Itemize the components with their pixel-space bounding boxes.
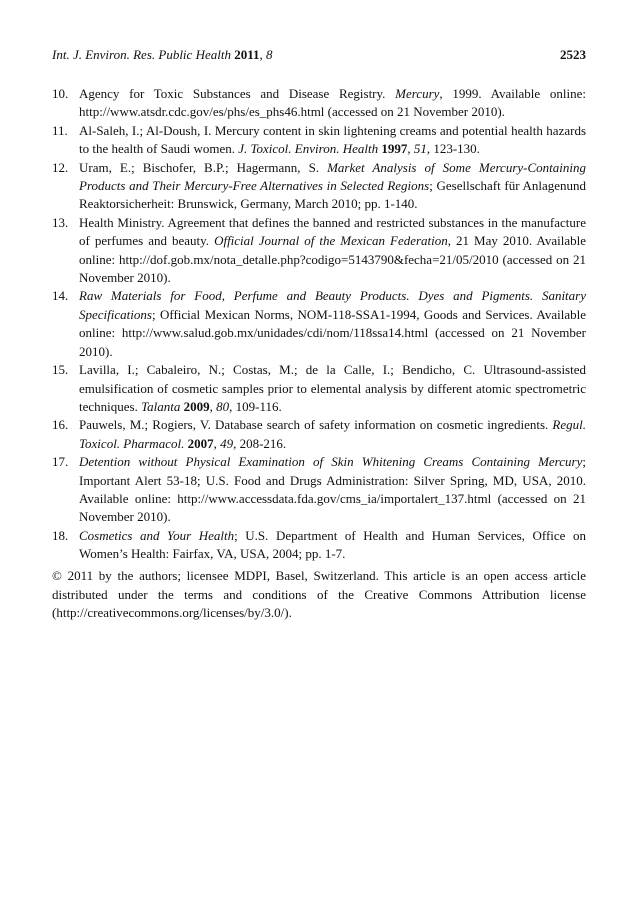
- reference-text: 2007: [187, 435, 214, 451]
- reference-list: [52, 85, 586, 564]
- reference-text: , 123-130.: [426, 141, 480, 157]
- reference-item: [52, 85, 586, 122]
- reference-text: 2009: [183, 398, 210, 414]
- reference-text: Regul. Toxicol. Pharmacol.: [79, 417, 586, 451]
- reference-text: ,: [407, 141, 414, 157]
- reference-text: Al-Saleh, I.; Al-Doush, I. Mercury content in skin lightening creams and potential health hazards to the health of Saudi women.: [79, 122, 586, 157]
- reference-number: 11.: [52, 122, 68, 138]
- reference-text: , 208-216.: [233, 435, 287, 451]
- license-statement: © 2011 by the authors; licensee MDPI, Basel, Switzerland. This article is an open access article distributed under the terms and conditions of the Creative Commons Attribution license (http://creativecommons.org/licenses/by/3.0/).: [52, 568, 586, 621]
- reference-text: Lavilla, I.; Cabaleiro, N.; Costas, M.; de la Calle, I.; Bendicho, C. Ultrasound-assisted emulsification of cosmetic samples prior to elemental analysis by different atomic spectrometric techniques.: [79, 362, 586, 414]
- reference-text: Mercury: [395, 86, 440, 101]
- reference-text: J. Toxicol. Environ. Health: [238, 141, 379, 157]
- reference-text: ; U.S. Department of Health and Human Services, Office on Women’s Health: Fairfax, VA, USA, 2004; pp. 1-7.: [79, 527, 587, 562]
- reference-number: 16.: [52, 417, 69, 433]
- reference-number: 13.: [52, 214, 69, 230]
- reference-text: Pauwels, M.; Rogiers, V. Database search of safety information on cosmetic ingredients.: [79, 417, 553, 433]
- reference-text: ,: [209, 398, 217, 414]
- reference-text: ,: [213, 435, 221, 451]
- reference-item: [52, 416, 586, 453]
- reference-text: , 1999. Available online: http://www.atsdr.cdc.gov/es/phs/es_phs46.html (accessed on 21 November 2010).: [79, 86, 586, 120]
- journal-year: 2011: [234, 47, 260, 62]
- reference-number: 15.: [52, 362, 69, 378]
- reference-text: Detention without Physical Examination of Skin Whitening Creams Containing Mercury: [79, 454, 583, 470]
- reference-text: ; Gesellschaft für Anlagenund Reaktorsicherheit: Brunswick, Germany, March 2010; pp. 1-140.: [79, 178, 587, 212]
- reference-text: Health Ministry. Agreement that defines the banned and restricted substances in the manufacture of perfumes and beauty.: [79, 214, 586, 249]
- page-number: 2523: [560, 47, 586, 62]
- reference-text: Official Journal of the Mexican Federation: [214, 233, 448, 249]
- running-header: [52, 47, 586, 63]
- reference-item: [52, 527, 586, 564]
- reference-text: Uram, E.; Bischofer, B.P.; Hagermann, S.: [79, 159, 328, 175]
- journal-volume: 8: [266, 47, 273, 62]
- reference-text: ; Important Alert 53-18; U.S. Food and Drugs Administration: Silver Spring, MD, USA, 2010. Available online: http://www.accessdata.fda.gov/cms_ia/importalert_137.html (accessed on 21 November 2010).: [79, 454, 586, 525]
- reference-text: Market Analysis of Some Mercury-Containing Products and Their Mercury-Free Alternatives in Selected Regions: [79, 159, 586, 194]
- reference-item: [52, 361, 586, 416]
- reference-text: 49: [220, 435, 234, 451]
- journal-name: Int. J. Environ. Res. Public Health: [52, 47, 231, 62]
- reference-item: [52, 122, 586, 159]
- reference-number: 12.: [52, 159, 69, 175]
- reference-text: Agency for Toxic Substances and Disease Registry.: [79, 86, 396, 101]
- reference-text: Talanta: [141, 398, 181, 414]
- reference-item: [52, 214, 586, 288]
- reference-number: 10.: [52, 86, 69, 101]
- journal-citation: Int. J. Environ. Res. Public Health 2011, 8: [52, 47, 273, 62]
- reference-item: [52, 159, 586, 214]
- reference-number: 17.: [52, 454, 69, 470]
- reference-text: , 109-116.: [229, 398, 282, 414]
- reference-number: 18.: [52, 527, 69, 543]
- reference-item: [52, 287, 586, 361]
- reference-text: 80: [216, 398, 230, 414]
- reference-text: , 21 May 2010. Available online: http://dof.gob.mx/nota_detalle.php?codigo=5143790&fecha=21/05/2010 (accessed on 21 November 2010).: [79, 233, 586, 286]
- reference-text: 51: [413, 141, 427, 157]
- reference-text: 1997: [381, 141, 408, 157]
- reference-text: ; Official Mexican Norms, NOM-118-SSA1-1994, Goods and Services. Available online: http://www.salud.gob.mx/unidades/cdi/nom/118ssa14.html (accessed on 21 November 2010).: [79, 306, 586, 359]
- reference-text: Cosmetics and Your Health: [79, 527, 235, 543]
- reference-number: 14.: [52, 288, 69, 304]
- reference-item: [52, 453, 586, 527]
- reference-text: Raw Materials for Food, Perfume and Beauty Products. Dyes and Pigments. Sanitary Specifications: [79, 288, 586, 322]
